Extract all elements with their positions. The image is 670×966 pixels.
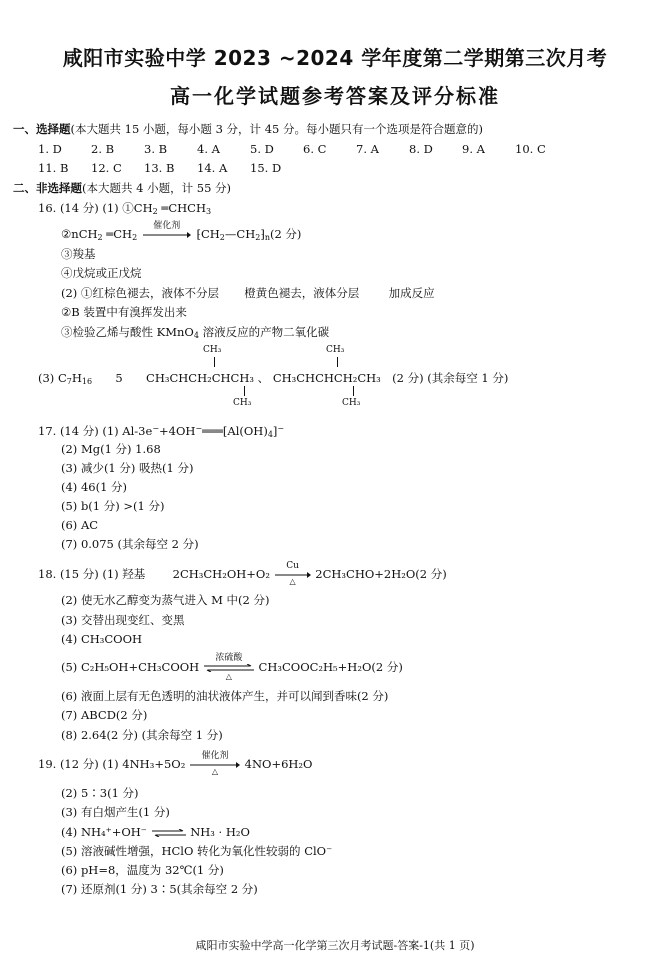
q18-line-8: (8) 2.64(2 分) (其余每空 1 分): [61, 728, 223, 742]
q16-poly-monomer-b: ═CH: [102, 227, 133, 241]
choice-answer: 6. C: [303, 142, 327, 156]
q17-line-4: (4) 46(1 分): [61, 480, 128, 494]
q18-eq-left: 2CH₃CH₂OH+O₂: [172, 567, 270, 581]
q18-ester-right: CH₃COOC₂H₅+H₂O(2 分): [258, 660, 403, 674]
catalyst-label: 催化剂: [201, 751, 229, 761]
section2-note: (本大题共 4 小题，计 55 分): [82, 181, 232, 195]
q18-line-5: [61, 653, 403, 681]
exam-title: 咸阳市实验中学 2023 ~2024 学年度第二学期第三次月考: [62, 46, 608, 70]
choice-answer: 8. D: [409, 142, 433, 156]
choice-answers-row-2: [38, 161, 303, 175]
document-subtitle: 高一化学试题参考答案及评分标准: [170, 84, 500, 108]
q16-structure-2: CH₃CHCHCH₂CH₃: [272, 371, 381, 385]
section1-heading-line: [13, 121, 483, 137]
q17-line-1: 17. (14 分) (1) $Al-3e^-+4OH^-═══[Al(OH)_4]^-$: [38, 424, 285, 439]
q18-line-2: (2) 使无水乙醇变为蒸气进入 M 中(2 分): [61, 593, 270, 607]
q16-obs-b: 橙黄色褪去，液体分层: [244, 286, 360, 300]
ch3-branch-bottom-2: CH₃: [342, 398, 361, 408]
q16-score-note: (2 分) (其余每空 1 分): [392, 371, 509, 385]
choice-answer: 12. C: [91, 161, 122, 175]
choice-answer: 2. B: [91, 142, 115, 156]
q18-line-4: (4) CH₃COOH: [61, 632, 143, 646]
q19-line-3: (3) 有白烟产生(1 分): [61, 805, 170, 819]
ch3-branch-top-2: CH₃: [326, 345, 345, 355]
q16-part1-formula: ═CHCH: [157, 201, 206, 215]
heat-symbol: △: [289, 577, 296, 586]
q16-line-7: ③检验乙烯与酸性 KMnO$_4$ 溶液反应的产物二氧化碳: [61, 325, 330, 340]
choice-answers-row-1: [38, 142, 568, 156]
q17-line-2: (2) Mg(1 分) 1.68: [61, 442, 161, 456]
q16-line-4: ④戊烷或正戊烷: [61, 266, 142, 280]
q17-eq-c: ═══[Al(OH): [202, 424, 268, 438]
ch3-branch-top-1: CH₃: [203, 345, 222, 355]
q17-line-3: (3) 减少(1 分) 吸热(1 分): [61, 461, 194, 475]
bond-line: [244, 386, 245, 396]
catalyst-label: 催化剂: [153, 221, 181, 231]
q18-eq-right: 2CH₃CHO+2H₂O(2 分): [315, 567, 447, 581]
q19-line-2: (2) 5∶3(1 分): [61, 786, 139, 800]
reversible-arrow: [204, 653, 254, 681]
q16-poly-product: ⁅CH: [196, 227, 220, 241]
heat-symbol: △: [225, 672, 232, 681]
bond-line: [337, 357, 338, 367]
q18-line-6: (6) 液面上层有无色透明的油状液体产生，并可以闻到香味(2 分): [61, 689, 389, 703]
q17-line-7: (7) 0.075 (其余每空 2 分): [61, 537, 199, 551]
choice-answer: 4. A: [197, 142, 220, 156]
choice-answer: 9. A: [462, 142, 485, 156]
q18-line-1: [38, 561, 447, 586]
section2-heading-line: [13, 180, 231, 196]
q16-line-6: ②B 装置中有溴挥发出来: [61, 305, 187, 319]
q16-line-3: ③羧基: [61, 247, 96, 261]
q16-obs-a: (2) ①红棕色褪去，液体不分层: [61, 286, 219, 300]
q16-line-8: (3) $C_7H_{16}$ 5 CH₃CHCH₂CHCH₃ 、 CH₃CHCHCH₂CH₃ (2 分) (其余每空 1 分): [38, 371, 509, 386]
catalyst-label: Cu: [286, 561, 299, 571]
q19-ion-left: (4) NH₄⁺+OH⁻: [61, 825, 147, 839]
bond-line: [353, 386, 354, 396]
section1-note: (本大题共 15 小题，每小题 3 分，计 45 分。每小题只有一个选项是符合题意的): [70, 122, 483, 136]
q16-line-5: [61, 285, 435, 301]
q19-eq-left: 19. (12 分) (1) 4NH₃+5O₂: [38, 757, 186, 771]
choice-answer: 3. B: [144, 142, 168, 156]
q16-kmno4-b: 溶液反应的产物二氧化碳: [198, 325, 330, 339]
q17-eq-b: +4OH: [159, 424, 196, 438]
choice-answer: 1. D: [38, 142, 62, 156]
q16-poly-monomer: ②nCH: [61, 227, 98, 241]
catalyst-arrow: [275, 561, 311, 586]
choice-answer: 7. A: [356, 142, 379, 156]
catalyst-arrow: [190, 751, 240, 776]
q19-line-6: (6) pH=8，温度为 32℃(1 分): [61, 863, 224, 877]
q16-obs-c: 加成反应: [388, 286, 435, 300]
heat-symbol: △: [211, 767, 219, 776]
q16-kmno4: ③检验乙烯与酸性 KMnO: [61, 325, 194, 339]
page-footer: 咸阳市实验中学高一化学第三次月考试题-答案-1(共 1 页): [195, 939, 475, 952]
catalyst-label: 浓硫酸: [215, 653, 243, 663]
q16-formula-c: (3) C: [38, 371, 67, 385]
q16-poly-product-b: —CH: [224, 227, 256, 241]
q18-line-3: (3) 交替出现变红、变黑: [61, 613, 185, 627]
q16-line-2: ②nCH$_2$ $═CH_2$ 催化剂 $⁅CH_2—CH_2⁆_n(2$ 分): [61, 221, 302, 242]
q16-formula-h: H: [71, 371, 82, 385]
ch3-branch-bottom-1: CH₃: [233, 398, 252, 408]
q19-line-7: (7) 还原剂(1 分) 3∶5(其余每空 2 分): [61, 882, 258, 896]
q17-line-5: (5) b(1 分) >(1 分): [61, 499, 165, 513]
q19-line-4: [61, 824, 250, 840]
q16-part1-start: 16. (14 分) (1) ①CH: [38, 201, 153, 215]
q19-line-5: (5) 溶液碱性增强，HClO 转化为氧化性较弱的 ClO⁻: [61, 844, 333, 858]
reversible-arrow: [152, 829, 186, 837]
bond-line: [214, 357, 215, 367]
q19-eq-right: 4NO+6H₂O: [244, 757, 313, 771]
choice-answer: 14. A: [197, 161, 228, 175]
section1-heading: 一、选择题: [13, 122, 71, 136]
q16-poly-score: (2 分): [269, 227, 302, 241]
choice-answer: 10. C: [515, 142, 546, 156]
q18-ester-left: (5) C₂H₅OH+CH₃COOH: [61, 660, 200, 674]
choice-answer: 13. B: [144, 161, 175, 175]
choice-answer: 11. B: [38, 161, 69, 175]
q16-structure-1: CH₃CHCH₂CHCH₃: [146, 371, 254, 385]
catalyst-arrow: [143, 221, 191, 238]
q17-eq-d: ]: [272, 424, 278, 438]
q16-isomer-count: 5: [115, 371, 123, 385]
choice-answer: 5. D: [250, 142, 274, 156]
choice-answer: 15. D: [250, 161, 282, 175]
q17-line-6: (6) AC: [61, 518, 99, 532]
q17-eq-a: 17. (14 分) (1) Al-3e: [38, 424, 153, 438]
q16-poly-bracket: ⁆: [260, 227, 265, 241]
q19-ion-right: NH₃ · H₂O: [190, 825, 250, 839]
q18-line-7: (7) ABCD(2 分): [61, 708, 148, 722]
q16-structure-separator: 、: [257, 371, 270, 385]
q18-functional-group: 18. (15 分) (1) 羟基: [38, 567, 146, 581]
section2-heading: 二、非选择题: [13, 181, 82, 195]
q16-line-1: 16. (14 分) (1) $①CH_2$ $═CHCH_3$: [38, 201, 212, 216]
q19-line-1: [38, 751, 313, 776]
